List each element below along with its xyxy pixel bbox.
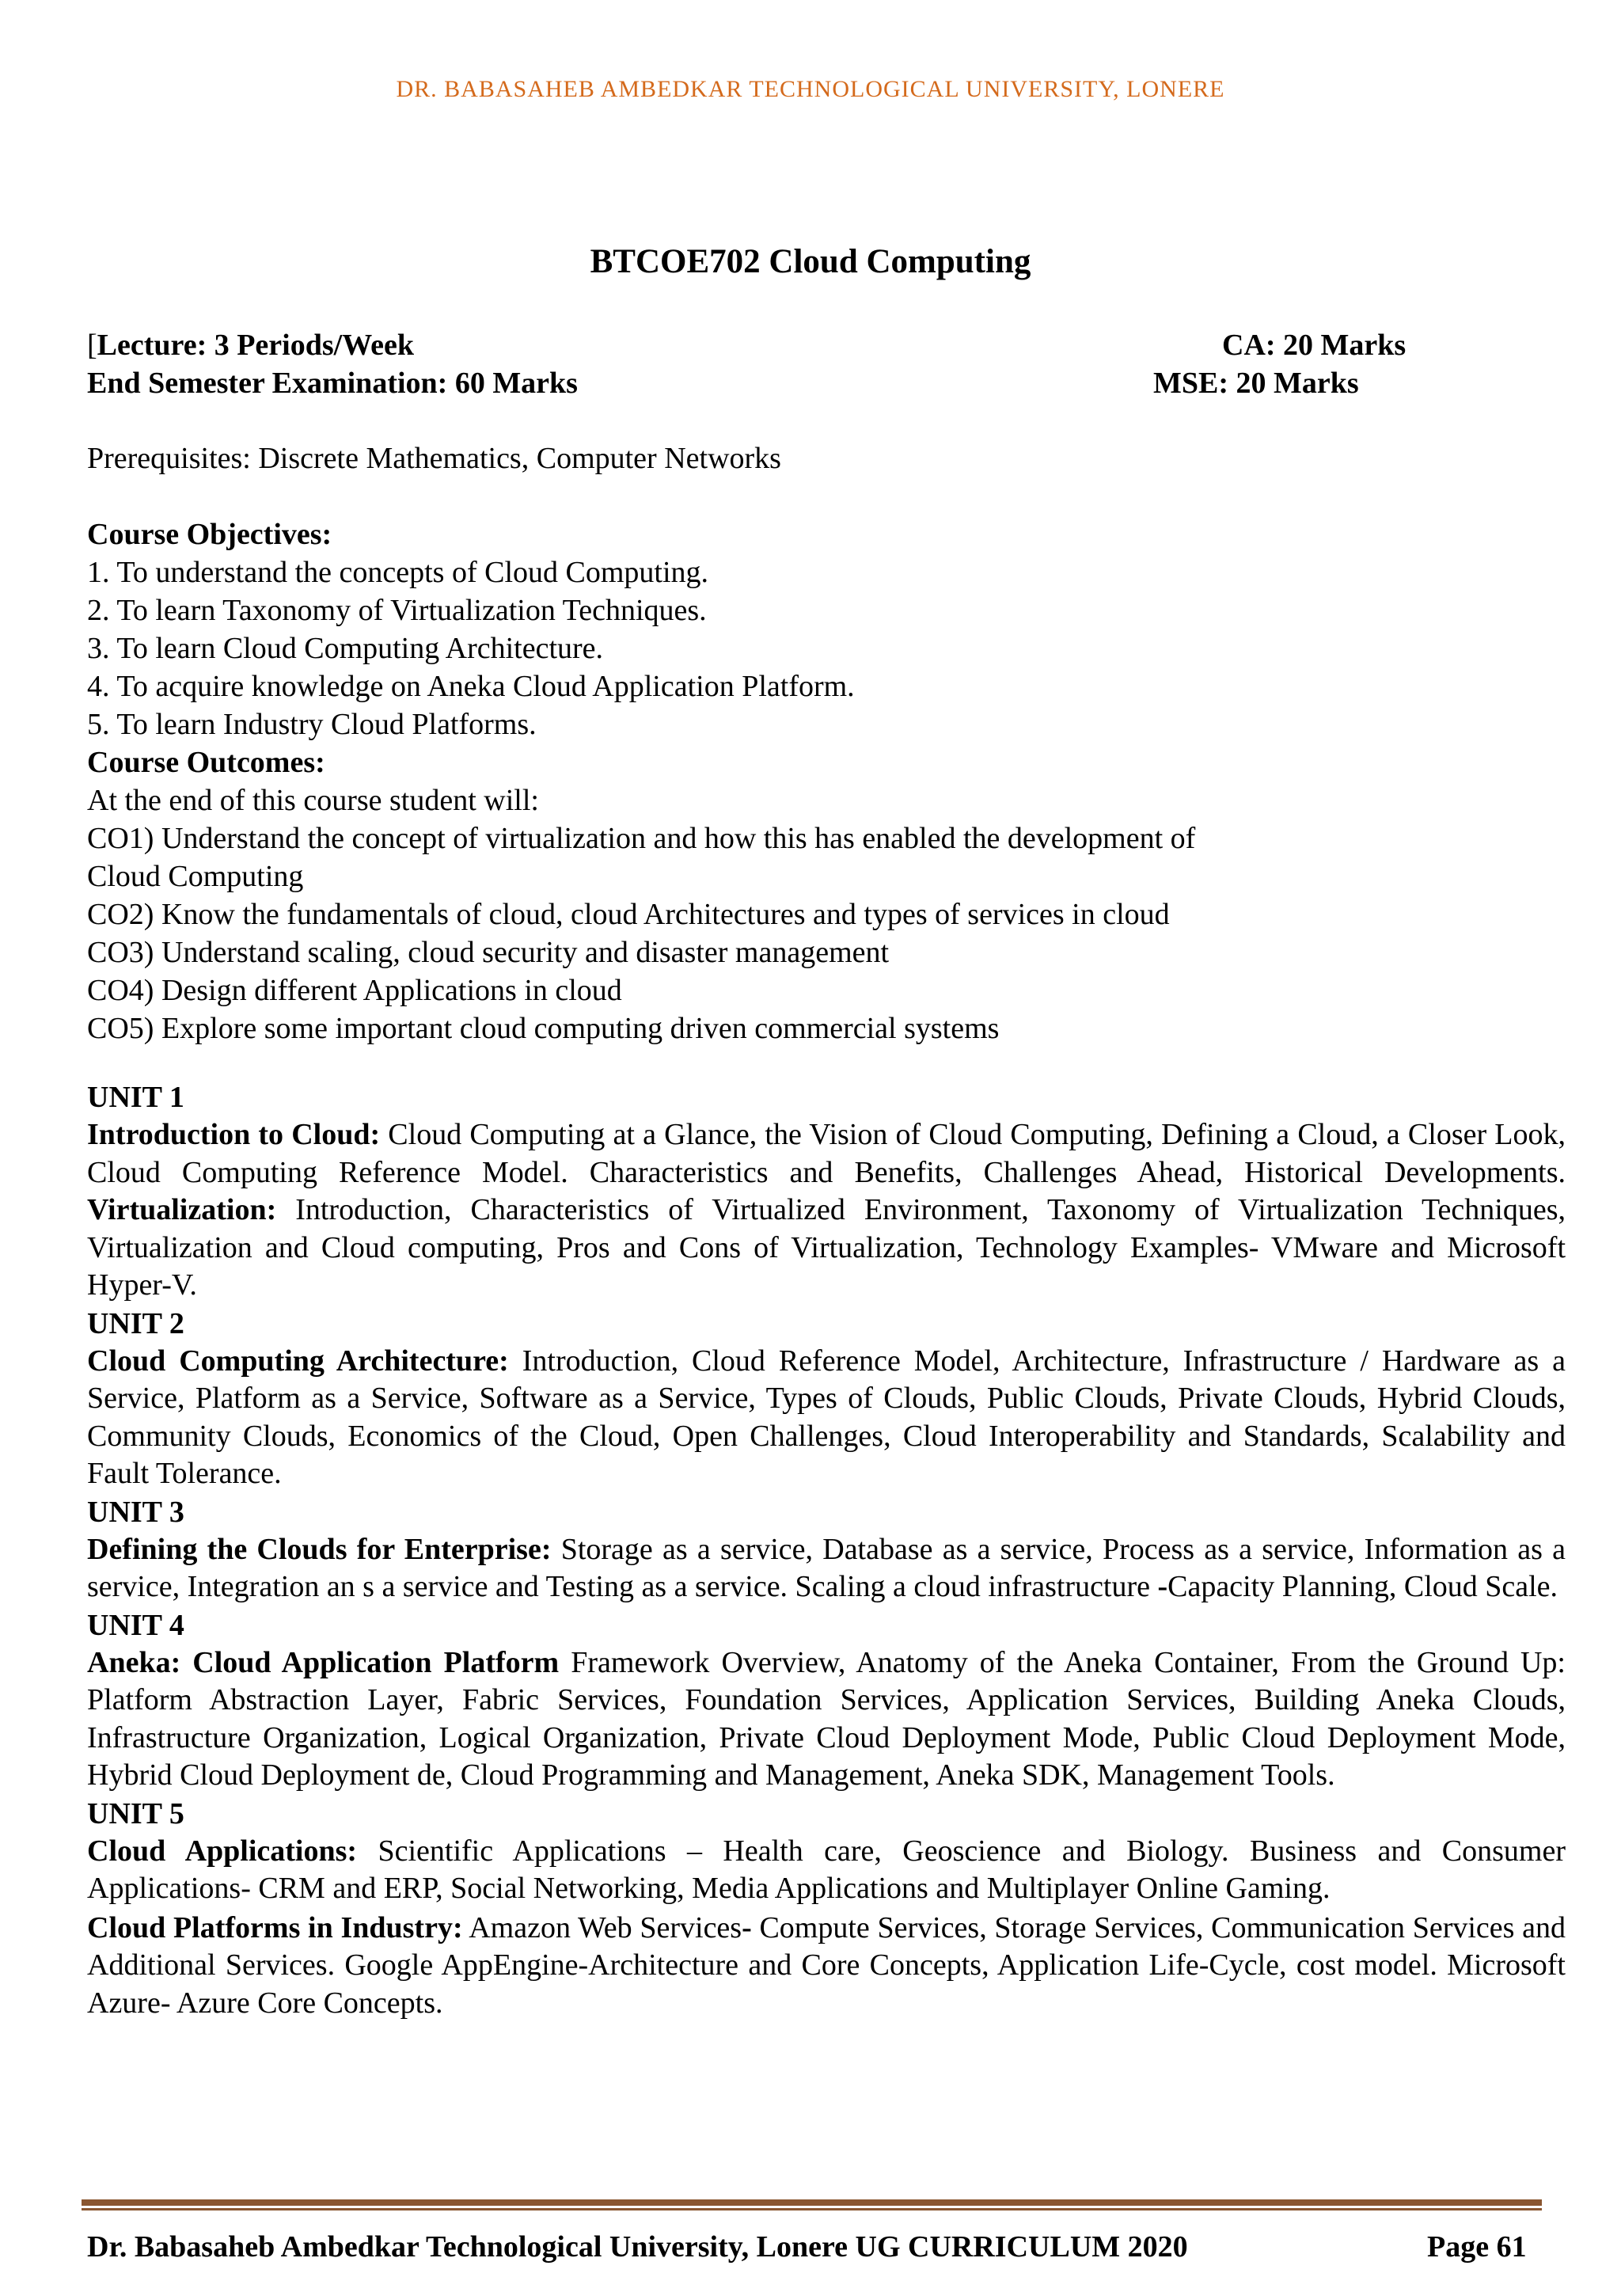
objective-item: 4. To acquire knowledge on Aneka Cloud Application Platform.	[87, 670, 855, 703]
unit-5-body-b	[87, 1910, 1566, 2023]
unit-topic: Defining the Clouds for Enterprise:	[87, 1532, 552, 1566]
outcome-item: Cloud Computing	[87, 860, 304, 893]
university-header: DR. BABASAHEB AMBEDKAR TECHNOLOGICAL UNIVERSITY, LONERE	[396, 76, 1225, 102]
unit-text: Capacity Planning, Cloud Scale.	[1167, 1570, 1558, 1603]
unit-topic: Cloud Computing Architecture:	[87, 1344, 509, 1378]
outcome-item: CO1) Understand the concept of virtualization and how this has enabled the development of	[87, 822, 1196, 855]
objective-item: 5. To learn Industry Cloud Platforms.	[87, 708, 537, 741]
unit-heading: UNIT 2	[87, 1306, 184, 1340]
unit-4-body	[87, 1644, 1566, 1795]
mse-marks: MSE: 20 Marks	[1153, 367, 1359, 400]
objectives-heading: Course Objectives:	[87, 518, 332, 551]
unit-dash: -	[1157, 1570, 1168, 1603]
course-objectives	[87, 515, 1195, 1047]
unit-text: Amazon Web Services	[462, 1910, 742, 1944]
course-title: BTCOE702 Cloud Computing	[590, 243, 1031, 280]
outcome-item: CO5) Explore some important cloud computing driven commercial systems	[87, 1012, 1000, 1045]
lecture-info	[87, 326, 414, 364]
unit-topic: Cloud Platforms in Industry:	[87, 1910, 463, 1944]
bracket: [	[87, 329, 97, 362]
unit-topic: Aneka: Cloud Application Platform	[87, 1645, 560, 1679]
objective-item: 2. To learn Taxonomy of Virtualization Techniques.	[87, 594, 707, 627]
lecture-periods: Lecture: 3 Periods/Week	[97, 329, 414, 362]
footer-text: Dr. Babasaheb Ambedkar Technological University, Lonere UG CURRICULUM 2020	[87, 2230, 1188, 2264]
outcome-item: CO4) Design different Applications in cloud	[87, 974, 622, 1007]
unit-dash: -	[742, 1910, 752, 1944]
unit-2-body	[87, 1343, 1566, 1493]
unit-heading: UNIT 4	[87, 1608, 184, 1642]
unit-3-body	[87, 1531, 1566, 1606]
outcome-item: CO3) Understand scaling, cloud security and disaster management	[87, 936, 890, 969]
footer-rule-thin	[82, 2208, 1542, 2210]
unit-text: Introduction, Characteristics of Virtualized Environment, Taxonomy of Virtualization Techniques, Virtualization and Cloud computing, Pros and Cons of Virtualization, Technology Examples- VMware and Microsoft Hyper-V.	[87, 1193, 1566, 1302]
unit-5-body-a	[87, 1833, 1566, 1908]
footer-rule	[82, 2199, 1542, 2206]
unit-text: Compute Services, Storage Services, Communication Services and Additional Services. Google AppEngine-Architecture and Core Concepts, Application Life-Cycle, cost model. Microsoft Azure- Azure Core Concepts.	[87, 1910, 1566, 2020]
unit-text: Cloud Computing at a Glance, the Vision of Cloud Computing, Defining a Cloud, a Closer Look, Cloud Computing Reference Model. Characteristics and Benefits, Challenges Ahead, Historical Developments.	[87, 1118, 1566, 1189]
unit-1-body	[87, 1116, 1566, 1305]
unit-text: Storage as a service, Database as a service, Process as a service, Information as a service, Integration an s a service and Testing as a service. Scaling a cloud infrastructure	[87, 1532, 1566, 1603]
outcome-item: CO2) Know the fundamentals of cloud, cloud Architectures and types of services in cloud	[87, 898, 1170, 931]
unit-heading: UNIT 3	[87, 1495, 184, 1529]
unit-topic: Cloud Applications:	[87, 1834, 358, 1868]
unit-text: Scientific Applications – Health care, Geoscience and Biology. Business and Consumer Applications- CRM and ERP, Social Networking, Media Applications and Multiplayer Online Gaming.	[87, 1834, 1566, 1905]
prerequisites: Prerequisites: Discrete Mathematics, Computer Networks	[87, 442, 781, 475]
page-number: Page 61	[1427, 2230, 1527, 2264]
unit-text: Introduction, Cloud Reference Model, Architecture, Infrastructure / Hardware as a Service, Platform as a Service, Software as a Service, Types of Clouds, Public Clouds, Private Clouds, Hybrid Clouds, Community Clouds, Economics of the Cloud, Open Challenges, Cloud Interoperability and Standards, Scalability and Fault Tolerance.	[87, 1344, 1566, 1490]
end-sem-marks: End Semester Examination: 60 Marks	[87, 367, 578, 400]
unit-text: Framework Overview, Anatomy of the Aneka Container, From the Ground Up: Platform Abstraction Layer, Fabric Services, Foundation Services, Application Services, Building Aneka Clouds, Infrastructure Organization, Logical Organization, Private Cloud Deployment Mode, Public Cloud Deployment Mode, Hybrid Cloud Deployment de, Cloud Programming and Management, Aneka SDK, Management Tools.	[87, 1645, 1566, 1792]
outcomes-heading: Course Outcomes:	[87, 746, 325, 779]
unit-heading: UNIT 5	[87, 1796, 184, 1830]
ca-marks: CA: 20 Marks	[1222, 329, 1407, 362]
objective-item: 3. To learn Cloud Computing Architecture.	[87, 632, 604, 665]
objective-item: 1. To understand the concepts of Cloud Computing.	[87, 556, 709, 589]
unit-heading: UNIT 1	[87, 1081, 184, 1114]
units-section	[87, 1078, 1566, 2022]
unit-topic: Introduction to Cloud:	[87, 1118, 381, 1151]
unit-topic: Virtualization:	[87, 1193, 277, 1226]
outcomes-intro: At the end of this course student will:	[87, 784, 539, 817]
